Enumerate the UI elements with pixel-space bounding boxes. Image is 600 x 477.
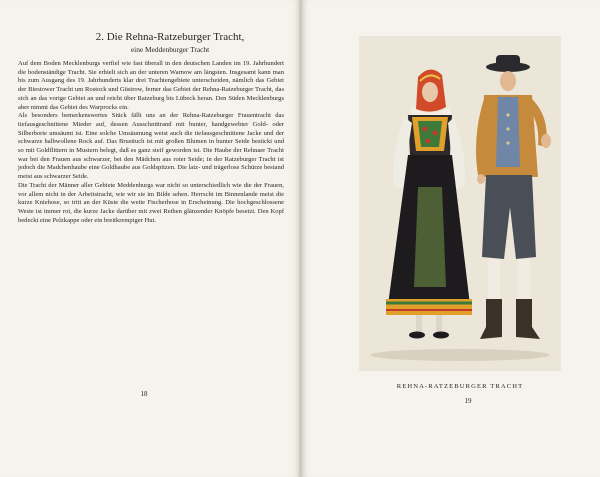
paragraph-2: Als besonders bemerkenswertes Stück fällt uns an der Rehna-Ratzeburger Frauentracht das tiefausgeschnittene Mieder auf, dessen Ausschnittrand mit bunter, handgewebter Gold- oder Silberborte umsäumt ist. Eine solche Umsäumung weist auch die tiefausgeschnittene Jacke und der schwarze halbwollene Rock auf. Das Brusttuch ist mit großen Blumen in bunter Seide bestickt und so mit Goldflittern in Mustern belegt, daß es ganz steif geworden ist. Die Haube der Rehnaer Tracht war bei den Frauen aus schwarzer, bei den Mädchen aus roter Seide; in der Ratzeburger Tracht ist jedoch die Madchenhaube eine Goldhaube aus Goldspitzen. Die latz- und trägerlose Schürze bestand meist aus schwarzer Seide. <box>18 112 284 181</box>
woman-figure <box>386 69 472 338</box>
page-number-right: 19 <box>464 397 472 405</box>
chapter-title: 2. Die Rehna-Ratzeburger Tracht, <box>95 31 245 43</box>
man-figure <box>476 55 551 339</box>
paragraph-3: Die Tracht der Männer aller Gebiete Meddenburgs war nicht so unterschiedlich wie die der Frauen, vor allem nicht in der Arbeitstracht, wie wir sie im Bilde sehen. Herrscht im Binnenlande meist die kurze Kniehose, so tritt an der Küste die weite Fischerhose in Erscheinung. Die hochgeschlossene Weste ist immer rot, die kurze Jacke darüber mit zwei Reihen glänzender Knöpfe besetzt. Den Kopf bedeckt eine Pelzkappe oder ein breitkrempiger Hut. <box>18 181 284 224</box>
illustration-caption: REHNA-RATZEBURGER TRACHT <box>396 383 524 390</box>
body-text <box>18 60 284 225</box>
paragraph-1: Auf dem Boden Mecklenburgs verfiel wie fast überall in den deutschen Landen im 19. Jahrhundert die bodenständige Tracht. Sie erhielt sich an der unteren Warnow am längsten. Insgesamt kann man bis zum Ausgang des 19. Jahrhunderts klar drei Trachtengebiete unterscheiden, nämlich das Gebiet der Biestower Tracht um Rostock und Güstrow, ferner das Gebiet der Rehna-Ratzeburger Tracht, das sich an das vorige Gebiet an und reicht über Ratzeburg bis Lübeck heran. Den Süden Mecklenburgs aber nimmt das Gebiet des Warprocks ein. <box>18 60 284 111</box>
page-number-left: 18 <box>140 390 148 398</box>
costume-illustration <box>360 37 560 370</box>
chapter-subtitle: eine Meddenburger Tracht <box>130 45 210 54</box>
